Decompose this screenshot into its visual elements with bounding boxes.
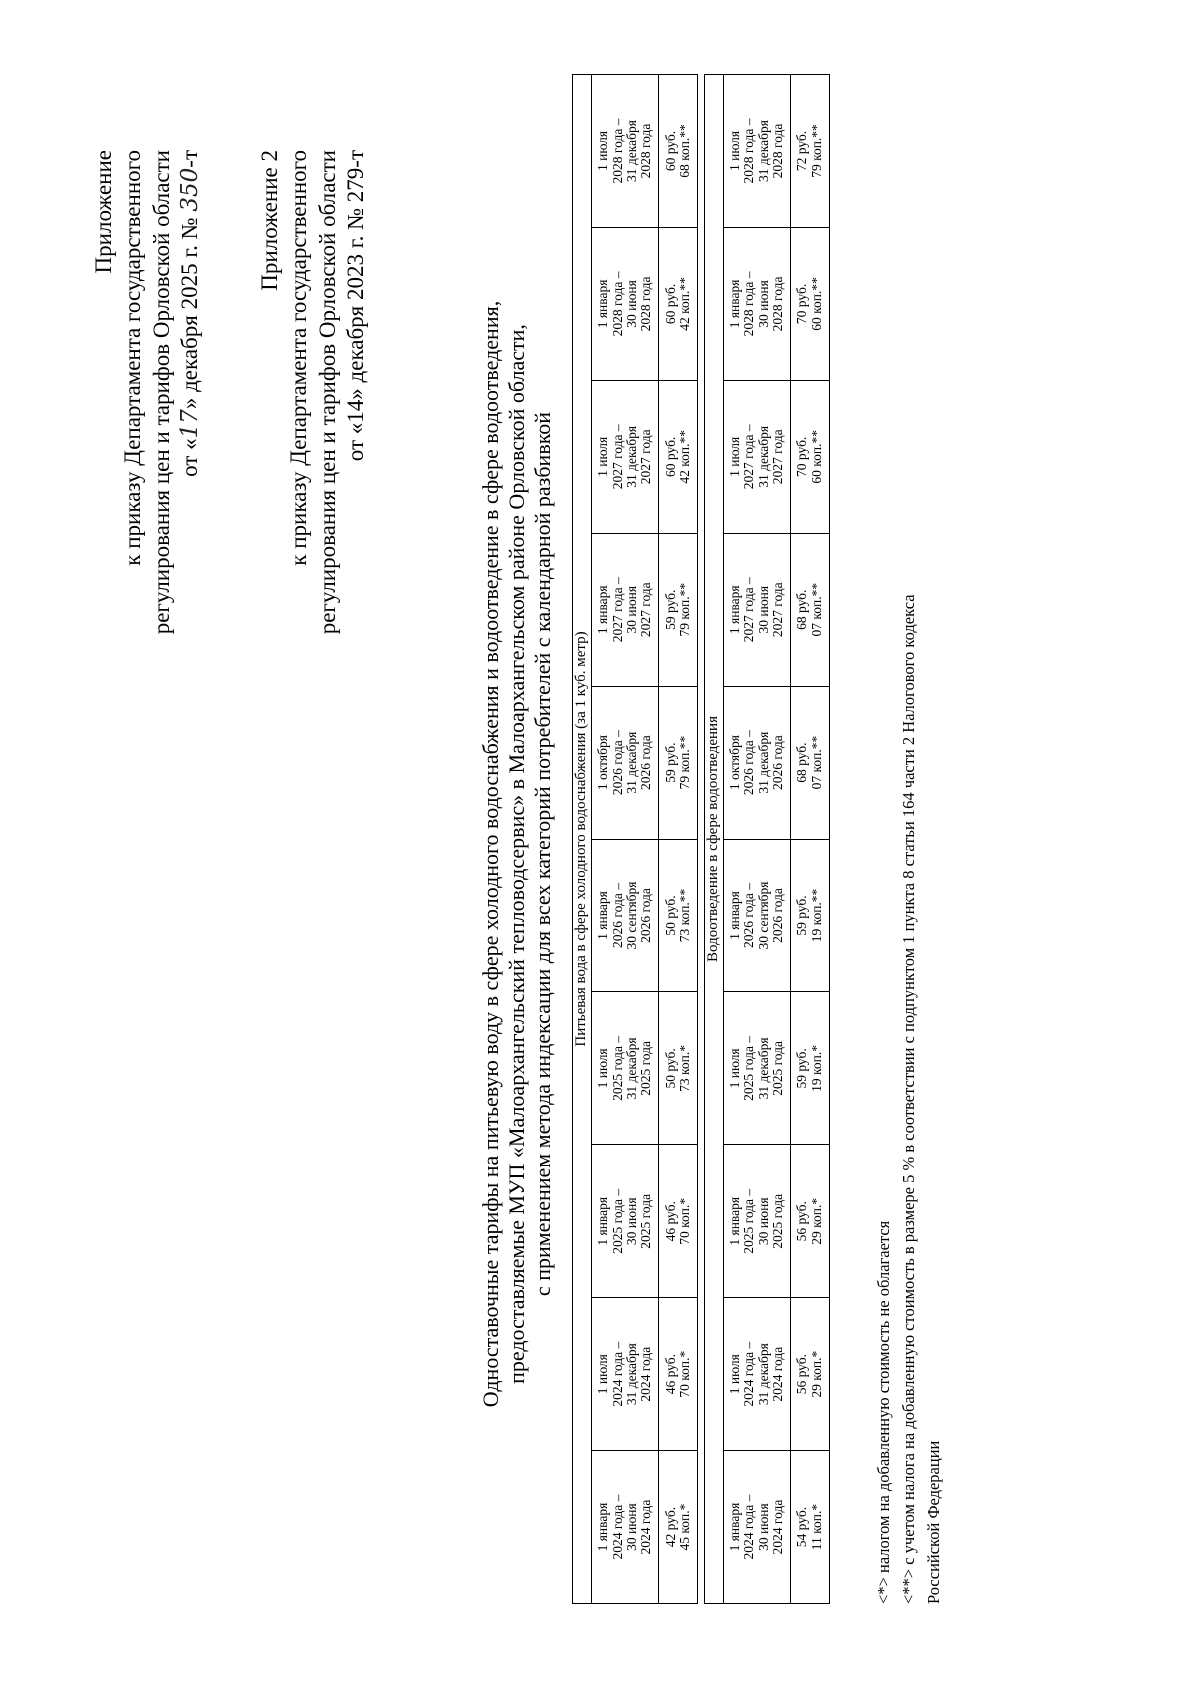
period-cell-line: 2027 года – [609,577,625,643]
sewer-tariff-cell [790,1145,829,1298]
appendix2-line: к приказу Департамента государственного [285,150,311,566]
water-tariff-cell-line: 46 руб. [662,1354,678,1395]
period-cell-line: 1 июля [595,130,611,172]
period-cell [591,75,658,228]
sewer-tariff-cell [790,992,829,1145]
appendix-title: Приложение [91,150,116,274]
water-tariff-cell-line: 60 руб. [662,436,678,477]
period-cell-line: 2027 года [637,429,653,485]
period-cell-line: 31 декабря [623,1343,639,1406]
sewer-tariff-cell-line: 60 коп.** [808,430,824,484]
period-cell-line: 1 июля [727,1354,743,1395]
sewer-tariff-cell [790,1298,829,1451]
sewer-tariff-cell-line: 29 коп.* [808,1197,824,1245]
water-tariff-cell [658,992,697,1145]
period-cell-line: 31 декабря [623,1037,639,1100]
period-cell [591,533,658,686]
period-cell-line: 2025 года [637,1193,653,1249]
footnote-vat-continued: Российской Федерации [923,1440,943,1604]
sewer-tariff-cell [790,839,829,992]
period-cell-line: 2026 года [637,735,653,791]
water-tariff-cell-line: 59 руб. [662,589,678,630]
sewer-tariff-cell-line: 56 руб. [794,1201,810,1242]
water-tariff-cell-line: 73 коп.** [676,888,692,943]
period-cell [723,839,790,992]
sewer-tariff-cell [790,227,829,380]
sewer-tariff-cell-line: 59 руб. [794,895,810,936]
period-cell-line: 30 июня [623,1503,639,1551]
period-cell-line: 1 января [727,279,743,329]
period-cell-line: 2027 года – [741,577,757,643]
appendix2-order-line: от «14» декабря 2023 г. № 279-т [343,150,369,462]
water-tariff-cell [658,839,697,992]
footnote-no-vat: <*> налогом на добавленную стоимость не облагается [874,1220,893,1604]
period-cell-line: 2028 года – [741,118,757,184]
period-cell-line: 2026 года – [609,883,625,948]
period-cell-line: 2024 года – [609,1341,625,1407]
period-cell [591,992,658,1145]
period-cell-line: 2027 года – [609,424,625,490]
period-cell [591,839,658,992]
period-cell-line: 2025 года – [609,1035,625,1101]
title-line: Одноставочные тарифы на питьевую воду в сфере холодного водоснабжения и водоотведение в сфере водоотведения, [478,300,503,1408]
sewer-tariff-cell [790,380,829,533]
handwritten-order-number: 350 [177,167,204,212]
sewer-tariff-cell-line: 79 коп.** [808,124,824,178]
period-cell [723,1451,790,1604]
period-cell [591,227,658,380]
period-cell-line: 1 июля [727,436,743,477]
water-tariff-cell [658,1145,697,1298]
sewer-tariff-cell-line: 68 руб. [794,742,810,783]
handwritten-day: 17 [177,409,204,439]
water-tariff-cell [658,75,697,228]
water-tariff-cell-line: 68 коп.** [676,124,692,178]
period-cell-line: 1 июля [727,1048,743,1089]
water-periods-row [591,75,658,1604]
period-cell-line: 30 июня [755,280,771,328]
period-cell-line: 31 декабря [755,731,771,794]
period-cell [723,533,790,686]
period-cell-line: 2028 года [769,276,785,332]
water-values-row [658,75,697,1604]
footnote-vat: <**> с учетом налога на добавленную стоимость в размере 5 % в соответствии с подпунктом 1 пункта 8 статьи 164 части 2 Налогового кодекса [898,594,918,1604]
water-tariff-cell [658,686,697,839]
period-cell [723,75,790,228]
period-cell-line: 2027 года [769,429,785,485]
sewer-tariff-cell-line: 68 руб. [794,589,810,630]
sewer-tariff-cell [790,686,829,839]
period-cell-line: 1 октября [595,735,611,791]
water-tariff-cell [658,1451,697,1604]
period-cell-line: 2026 года [769,735,785,791]
period-cell-line: 1 января [727,1196,743,1246]
title-line: предоставляемые МУП «Малоархангельский тепловодсервис» в Малоархангельском районе Орловской области, [503,324,529,1384]
water-tariff-cell-line: 46 руб. [662,1201,678,1242]
period-cell-line: 2026 года – [741,730,757,796]
period-cell-line: 30 сентября [755,881,771,950]
water-tariff-cell-line: 42 коп.** [676,430,692,484]
period-cell-line: 1 января [595,1196,611,1246]
sewer-tariff-cell [790,1451,829,1604]
period-cell-line: 31 декабря [755,1343,771,1406]
period-cell-line: 30 сентября [623,881,639,950]
period-cell-line: 2026 года – [741,883,757,948]
sewer-tariff-cell-line: 54 руб. [794,1506,810,1548]
period-cell-line: 30 июня [755,1503,771,1551]
period-cell-line: 30 июня [623,1197,639,1246]
period-cell-line: 2026 года – [609,730,625,796]
period-cell [723,992,790,1145]
sewer-tariff-cell-line: 70 руб. [794,436,810,477]
appendix-header [90,150,205,634]
period-cell-line: 2025 года – [741,1035,757,1101]
sewer-tariff-cell-line: 59 руб. [794,1048,810,1089]
water-tariff-cell [658,533,697,686]
period-cell-line: 1 октября [727,735,743,791]
period-cell-line: 31 декабря [623,120,639,182]
period-cell-line: 1 января [727,585,743,635]
period-cell [591,380,658,533]
period-cell-line: 31 декабря [755,1037,771,1100]
period-cell-line: 31 декабря [623,731,639,794]
section-sewer-header: Водоотведение в сфере водоотведения [704,75,723,1604]
period-cell-line: 31 декабря [755,425,771,488]
sewer-tariff-cell-line: 60 коп.** [808,277,824,331]
sewer-tariff-cell-line: 11 коп.* [808,1503,824,1551]
period-cell [591,1145,658,1298]
water-tariff-cell-line: 79 коп.** [676,582,692,637]
period-cell-line: 2028 года [637,276,653,332]
table-spacer [697,75,704,1604]
sewer-tariff-cell-line: 72 руб. [794,130,810,172]
water-tariff-cell [658,380,697,533]
water-tariff-cell-line: 79 коп.** [676,735,692,790]
sewer-tariff-cell-line: 56 руб. [794,1354,810,1395]
sewer-tariff-cell-line: 29 коп.* [808,1350,824,1398]
period-cell-line: 1 января [727,1502,743,1552]
period-cell-line: 2025 года [637,1040,653,1096]
footnotes [872,74,946,1604]
period-cell-line: 1 января [595,279,611,329]
sewer-periods-row [723,75,790,1604]
period-cell-line: 2024 года [637,1499,653,1555]
period-cell-line: 31 декабря [623,425,639,488]
sewer-tariff-cell [790,533,829,686]
water-tariff-cell-line: 70 коп.* [676,1350,692,1398]
period-cell-line: 2024 года – [741,1341,757,1407]
period-cell-line: 2025 года – [741,1188,757,1254]
appendix-order-line: от «17» декабря 2025 г. № 350-т [177,150,204,477]
period-cell-line: 2024 года – [741,1494,757,1560]
water-tariff-cell-line: 50 руб. [662,1048,678,1089]
period-cell [591,1451,658,1604]
sewer-tariff-cell-line: 19 коп.** [808,888,824,943]
period-cell [723,1298,790,1451]
period-cell-line: 2028 года [769,123,785,179]
period-cell-line: 2027 года [637,582,653,638]
sewer-values-row [790,75,829,1604]
period-cell-line: 2024 года [769,1346,785,1402]
period-cell [723,227,790,380]
period-cell [591,686,658,839]
sewer-tariff-cell [790,75,829,228]
period-cell-line: 1 июля [727,130,743,172]
period-cell-line: 30 июня [755,585,771,634]
water-tariff-cell-line: 60 руб. [662,130,678,172]
period-cell-line: 2024 года [769,1499,785,1555]
period-cell-line: 30 июня [623,585,639,634]
water-tariff-cell-line: 42 руб. [662,1506,678,1548]
appendix2-line: регулирования цен и тарифов Орловской области [314,150,340,635]
period-cell-line: 2024 года – [609,1494,625,1560]
title-line: с применением метода индексации для всех категорий потребителей с календарной разбивкой [529,411,555,1297]
period-cell [723,686,790,839]
period-cell-line: 2026 года [637,888,653,943]
appendix-line: к приказу Департамента государственного [119,150,145,566]
water-tariff-cell-line: 60 руб. [662,283,678,325]
sewer-tariff-cell-line: 07 коп.** [808,582,824,637]
period-cell-line: 2027 года – [741,424,757,490]
appendix2-header [256,150,371,634]
period-cell-line: 30 июня [755,1197,771,1246]
document-title [478,104,556,1604]
period-cell [723,1145,790,1298]
water-tariff-cell-line: 45 коп.* [676,1503,692,1551]
period-cell-line: 1 июля [595,436,611,477]
water-tariff-cell-line: 50 руб. [662,895,678,936]
appendix2-title: Приложение 2 [257,150,282,291]
period-cell-line: 30 июня [623,280,639,328]
period-cell-line: 2028 года – [609,271,625,337]
section-water-header: Питьевая вода в сфере холодного водоснабжения (за 1 куб. метр) [573,75,592,1604]
period-cell-line: 2025 года [769,1193,785,1249]
water-tariff-cell-line: 70 коп.* [676,1197,692,1245]
water-tariff-cell-line: 59 руб. [662,742,678,783]
water-tariff-cell [658,227,697,380]
period-cell-line: 1 июля [595,1048,611,1089]
period-cell-line: 1 июля [595,1354,611,1395]
period-cell-line: 2026 года [769,888,785,943]
period-cell-line: 1 января [595,585,611,635]
sewer-tariff-cell-line: 70 руб. [794,283,810,325]
water-tariff-cell-line: 42 коп.** [676,277,692,331]
period-cell-line: 1 января [595,1502,611,1552]
sewer-tariff-cell-line: 07 коп.** [808,735,824,790]
period-cell-line: 2028 года – [609,118,625,184]
period-cell-line: 2027 года [769,582,785,638]
period-cell-line: 2025 года – [609,1188,625,1254]
appendix-line: регулирования цен и тарифов Орловской области [148,150,174,635]
period-cell-line: 2028 года [637,123,653,179]
sewer-tariff-cell-line: 19 коп.* [808,1044,824,1092]
period-cell-line: 2024 года [637,1346,653,1402]
period-cell-line: 2025 года [769,1040,785,1096]
period-cell-line: 1 января [727,891,743,940]
period-cell-line: 31 декабря [755,120,771,182]
water-tariff-cell-line: 73 коп.* [676,1044,692,1092]
period-cell-line: 2028 года – [741,271,757,337]
water-tariff-cell [658,1298,697,1451]
period-cell-line: 1 января [595,891,611,940]
period-cell [723,380,790,533]
tariff-table [572,74,830,1604]
period-cell [591,1298,658,1451]
